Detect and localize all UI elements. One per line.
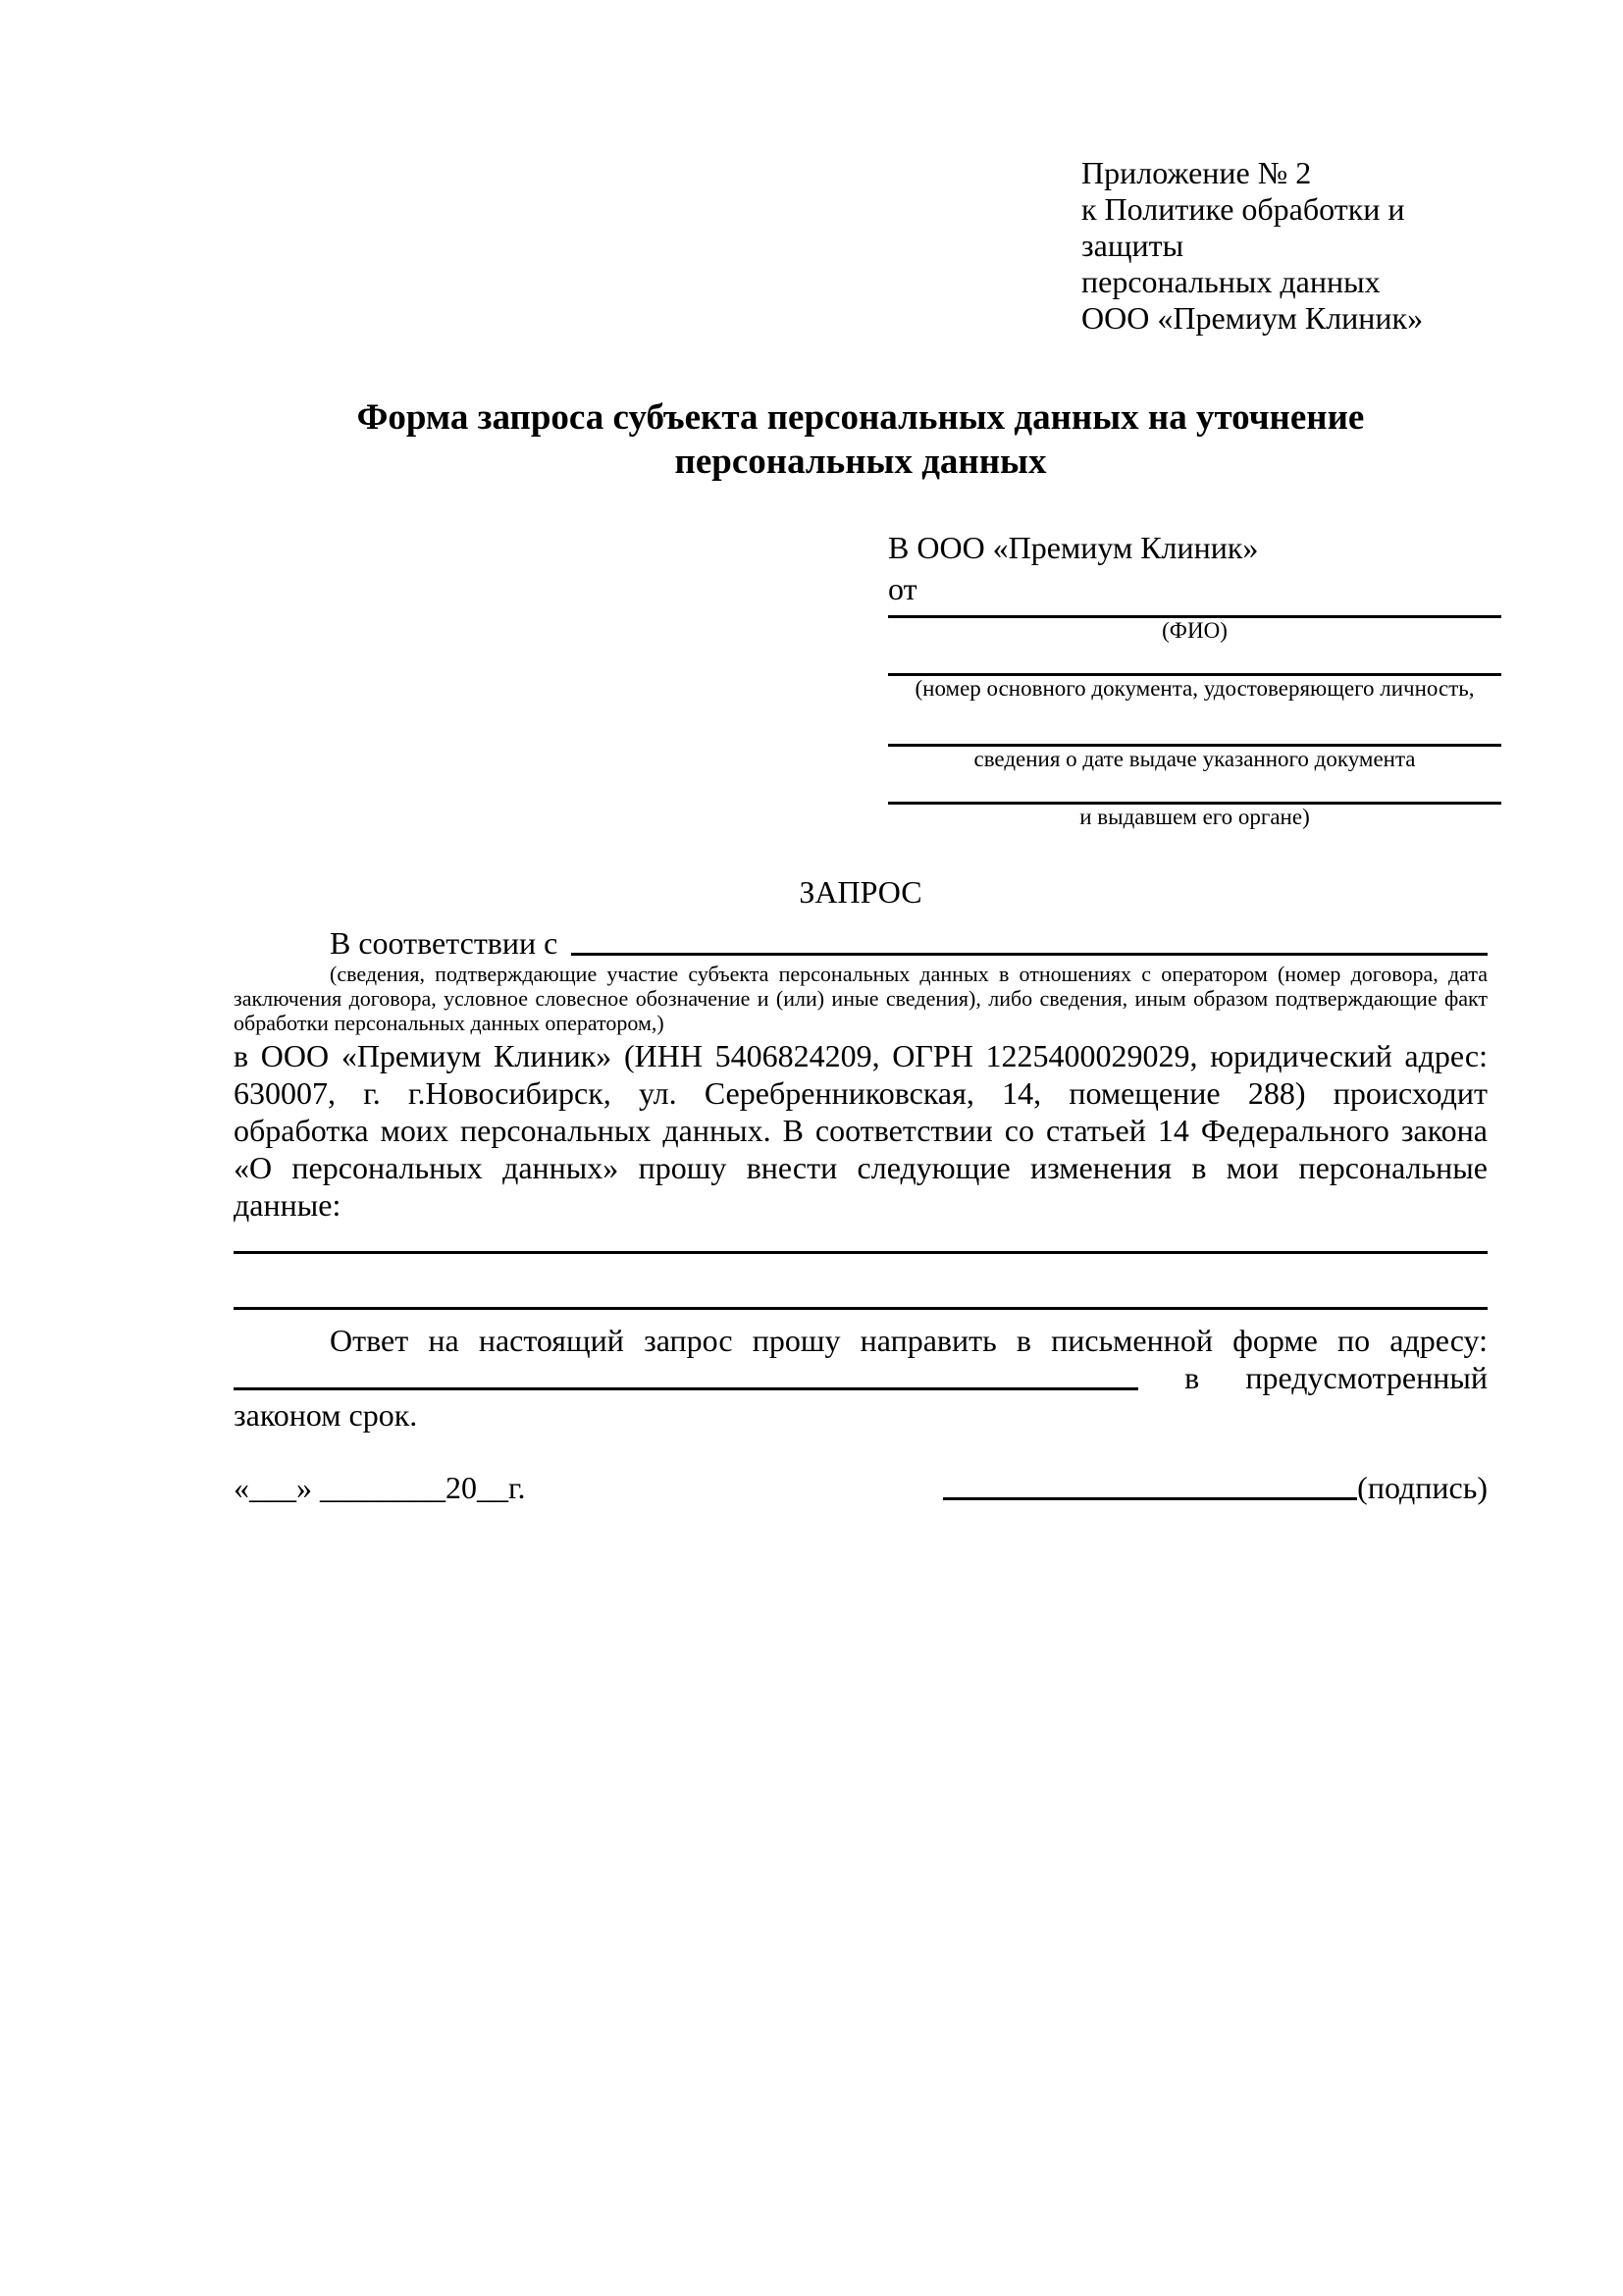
request-heading: ЗАПРОС xyxy=(799,874,922,910)
request-intro-row xyxy=(234,924,1488,962)
annex-note xyxy=(1081,155,1488,337)
request-body-line: «О персональных данных» прошу внести следующие изменения в мои персональные xyxy=(234,1150,1488,1185)
addressee-from-label: от xyxy=(888,571,917,606)
annex-note-line: персональных данных xyxy=(1081,264,1381,299)
request-body-line: данные: xyxy=(234,1187,341,1223)
request-body-line: 630007, г. г.Новосибирск, ул. Серебренниковская, 14, помещение 288) происходит xyxy=(234,1075,1488,1111)
id-document-number-caption: (номер основного документа, удостоверяющего личность, xyxy=(915,676,1475,701)
reply-word: в xyxy=(1184,1360,1200,1395)
changes-blank-line-2 xyxy=(234,1307,1488,1310)
reply-request-line: Ответ на настоящий запрос прошу направить в письменной форме по адресу: xyxy=(330,1323,1488,1358)
annex-note-line: ООО «Премиум Клиник» xyxy=(1081,300,1424,336)
signature-area xyxy=(943,1469,1488,1506)
signature-blank-line xyxy=(943,1497,1357,1500)
addressee-to: В ООО «Премиум Клиник» xyxy=(888,530,1259,565)
id-document-issue-date-field xyxy=(888,744,1501,772)
request-intro-text: В соответствии с xyxy=(330,925,558,961)
reply-address-blank-line xyxy=(234,1387,1138,1390)
fio-field-caption: (ФИО) xyxy=(1162,618,1228,643)
request-body-line: обработка моих персональных данных. В соответствии со статьей 14 Федерального закона xyxy=(234,1113,1488,1148)
clarification-note xyxy=(234,962,1488,1035)
clarification-note-line: (сведения, подтверждающие участие субъекта персональных данных в отношениях с оператором (номер договора, дата xyxy=(330,962,1488,986)
page-title xyxy=(234,395,1488,484)
id-document-authority-caption: и выдавшем его органе) xyxy=(1079,805,1310,829)
annex-note-line: Приложение № 2 xyxy=(1081,155,1312,190)
fio-field xyxy=(888,615,1501,644)
reply-word: предусмотренный xyxy=(1245,1360,1488,1395)
document-content xyxy=(234,0,1488,1506)
page-title-line: Форма запроса субъекта персональных данных на уточнение xyxy=(356,397,1365,438)
clarification-note-line: обработки персональных данных оператором,) xyxy=(234,1011,664,1035)
reply-closing-line: законом срок. xyxy=(234,1397,418,1433)
page-title-line: персональных данных xyxy=(674,442,1047,482)
annex-note-line: к Политике обработки и защиты xyxy=(1081,191,1405,263)
id-document-authority-field xyxy=(888,802,1501,830)
basis-blank-line xyxy=(571,924,1488,956)
changes-blank-line-1 xyxy=(234,1251,1488,1254)
id-document-number-field xyxy=(888,673,1501,702)
addressee-block xyxy=(888,527,1501,830)
request-body-line: в ООО «Премиум Клиник» (ИНН 5406824209, ОГРН 1225400029029, юридический адрес: xyxy=(234,1038,1488,1073)
id-document-issue-date-caption: сведения о дате выдаче указанного документа xyxy=(973,747,1416,771)
date-blank-text: «___» ________20__г. xyxy=(234,1470,526,1505)
reply-address-row xyxy=(234,1359,1488,1396)
signature-caption: (подпись) xyxy=(1357,1470,1488,1505)
date-signature-row xyxy=(234,1469,1488,1506)
request-body-paragraph xyxy=(234,1037,1488,1224)
clarification-note-line: заключения договора, условное словесное обозначение и (или) иные сведения), либо сведения, иным образом подтверждающие факт xyxy=(234,986,1488,1011)
